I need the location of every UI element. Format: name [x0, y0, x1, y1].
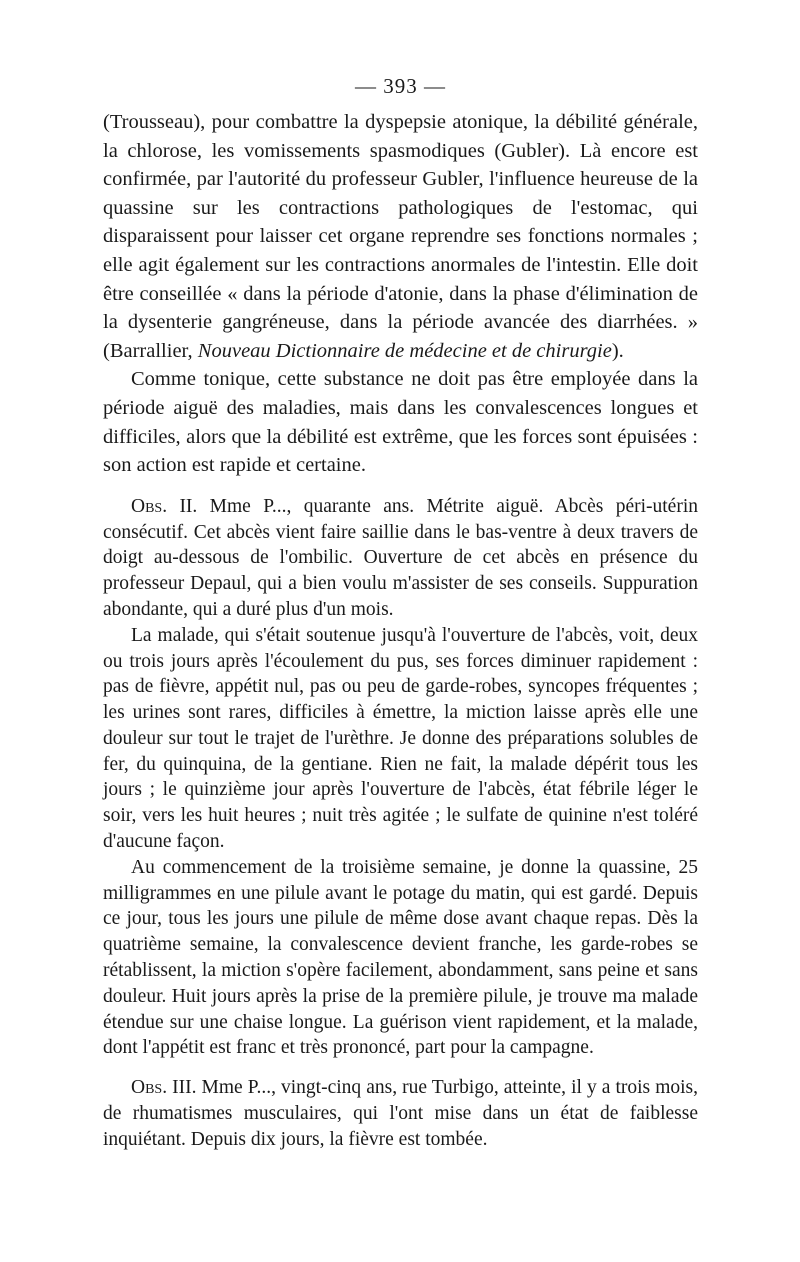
- observation-3-label: Obs. III.: [131, 1077, 197, 1099]
- paragraph-quassine-uses-text: (Trousseau), pour combattre la dyspepsie atonique, la débilité générale, la chlorose, les vomissements spasmodiques (Gubler). Là encore est confirmée, par l'autorité du professeur Gubler, l'influence heureuse de la quassine sur les contractions pathologiques de l'estomac, qui disparaissent pour laisser cet organe reprendre ses fonctions normales ; elle agit également sur les contractions anormales de l'intestin. Elle doit être conseillée « dans la période d'atonie, dans la phase d'élimination de la dysenterie gangréneuse, dans la période avancée des diarrhées. »: [103, 111, 698, 334]
- paragraph-quassine-uses: [103, 108, 698, 365]
- paragraph-tonic: Comme tonique, cette substance ne doit pas être employée dans la période aiguë des maladies, mais dans les convalescences longues et difficiles, alors que la débilité est extrême, que les forces sont épuisées : son action est rapide et certaine.: [103, 368, 698, 477]
- observation-2-label: Obs. II.: [131, 495, 198, 517]
- page-number: — 393 —: [355, 74, 446, 98]
- observation-2-course: La malade, qui s'était soutenue jusqu'à l'ouverture de l'abcès, voit, deux ou trois jours après l'écoulement du pus, ses forces diminuer rapidement : pas de fièvre, appétit nul, pas ou peu de garde-robes, syncopes fréquentes ; les urines sont rares, difficiles à émettre, la miction laisse après elle une douleur sur tout le trajet de l'urèthre. Je donne des préparations solubles de fer, du quinquina, de la gentiane. Rien ne fait, la malade dépérit tous les jours ; le quinzième jour après l'ouverture de l'abcès, état fébrile léger le soir, vers les huit heures ; nuit très agitée ; le sulfate de quinine n'est toléré d'aucune façon.: [103, 624, 698, 853]
- observation-3-intro: [103, 1075, 698, 1152]
- observation-2-intro: [103, 494, 698, 623]
- citation-title: Nouveau Dictionnaire de médecine et de chirurgie: [197, 339, 612, 362]
- citation-open: (Barrallier,: [103, 339, 198, 362]
- observation-2-text: Mme P..., quarante ans. Métrite aiguë. Abcès péri-utérin consécutif. Cet abcès vient faire saillie dans le bas-ventre à deux travers de doigt au-dessous de l'ombilic. Ouverture de cet abcès en présence du professeur Depaul, qui a bien voulu m'assister de ses conseils. Suppuration abondante, qui a duré plus d'un mois.: [103, 495, 698, 620]
- observation-2-treatment: Au commencement de la troisième semaine, je donne la quassine, 25 milligrammes en une pilule avant le potage du matin, qui est gardé. Depuis ce jour, tous les jours une pilule de même dose avant chaque repas. Dès la quatrième semaine, la convalescence devient franche, les garde-robes se rétablissent, la miction s'opère facilement, abondamment, sans peine et sans douleur. Huit jours après la prise de la première pilule, je trouve ma malade étendue sur une chaise longue. La guérison vient rapidement, et la malade, dont l'appétit est franc et très prononcé, part pour la campagne.: [103, 856, 698, 1059]
- observation-3-text: Mme P..., vingt-cinq ans, rue Turbigo, atteinte, il y a trois mois, de rhumatismes musculaires, qui l'ont mise dans un état de faiblesse inquiétant. Depuis dix jours, la fièvre est tombée.: [103, 1077, 698, 1150]
- book-page: [103, 72, 698, 1153]
- citation-close: ).: [611, 339, 624, 362]
